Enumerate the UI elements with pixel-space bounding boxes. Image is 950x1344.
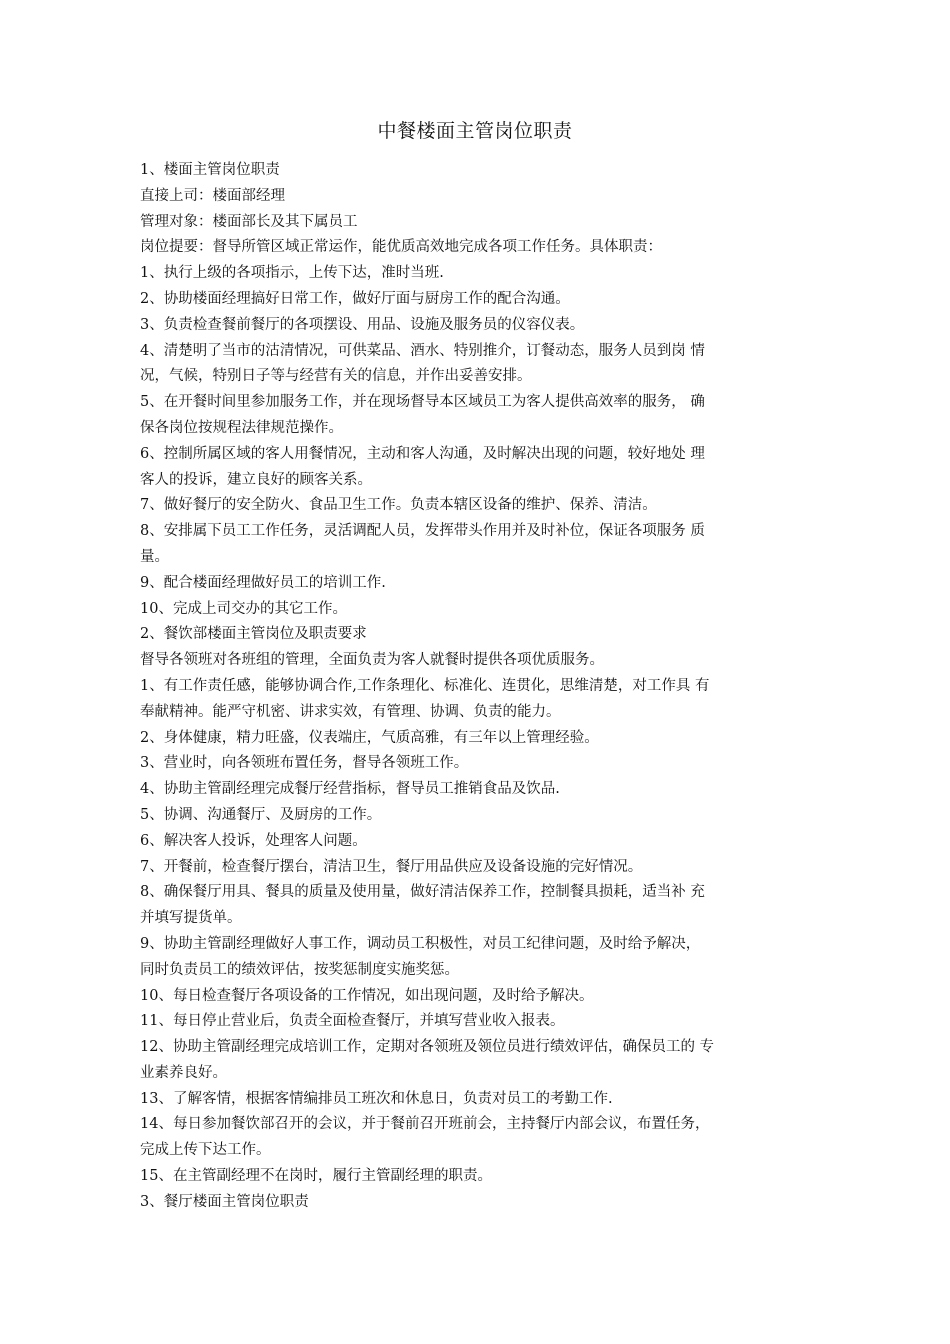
document-line: 15、在主管副经理不在岗时，履行主管副经理的职责。 (140, 1168, 492, 1185)
document-line: 14、每日参加餐饮部召开的会议，并于餐前召开班前会，主持餐厅内部会议，布置任务， (140, 1116, 710, 1133)
document-line: 2、身体健康，精力旺盛，仪表端庄，气质高雅，有三年以上管理经验。 (140, 729, 599, 746)
document-line: 同时负责员工的绩效评估，按奖惩制度实施奖惩。 (140, 961, 459, 978)
document-line: 9、协助主管副经理做好人事工作，调动员工积极性，对员工纪律问题，及时给予解决， (140, 935, 701, 952)
document-line: 7、开餐前，检查餐厅摆台，清洁卫生，餐厅用品供应及设备设施的完好情况。 (140, 858, 643, 875)
document-line: 11、每日停止营业后，负责全面检查餐厅，并填写营业收入报表。 (140, 1013, 565, 1030)
document-line: 岗位提要：督导所管区域正常运作，能优质高效地完成各项工作任务。具体职责： (140, 239, 662, 256)
document-line: 量。 (140, 548, 169, 565)
document-line: 2、餐饮部楼面主管岗位及职责要求 (140, 626, 367, 643)
document-title: 中餐楼面主管岗位职责 (377, 120, 573, 142)
document-line: 3、餐厅楼面主管岗位职责 (140, 1193, 309, 1210)
document-line: 5、协调、沟通餐厅、及厨房的工作。 (140, 806, 382, 823)
document-line: 4、清楚明了当市的沽清情况，可供菜品、酒水、特别推介，订餐动态，服务人员到岗 情 (140, 342, 705, 359)
document-line: 并填写提货单。 (140, 910, 242, 927)
document-line: 12、协助主管副经理完成培训工作，定期对各领班及领位员进行绩效评估，确保员工的 专 (140, 1039, 715, 1056)
document-line: 2、协助楼面经理搞好日常工作，做好厅面与厨房工作的配合沟通。 (140, 290, 570, 307)
document-line: 奉献精神。能严守机密、讲求实效，有管理、协调、负责的能力。 (140, 703, 561, 720)
document-line: 10、完成上司交办的其它工作。 (140, 600, 347, 617)
document-line: 直接上司：楼面部经理 (140, 187, 285, 204)
document-line: 6、控制所属区域的客人用餐情况，主动和客人沟通，及时解决出现的问题，较好地处 理 (140, 445, 705, 462)
document-line: 4、协助主管副经理完成餐厅经营指标，督导员工推销食品及饮品. (140, 781, 560, 798)
document-line: 5、在开餐时间里参加服务工作，并在现场督导本区域员工为客人提供高效率的服务， 确 (140, 394, 705, 411)
document-line: 6、解决客人投诉，处理客人问题。 (140, 832, 367, 849)
document-line: 1、执行上级的各项指示，上传下达，准时当班. (140, 265, 444, 282)
document-line: 管理对象：楼面部长及其下属员工 (140, 213, 358, 230)
document-line: 3、营业时，向各领班布置任务，督导各领班工作。 (140, 755, 469, 772)
document-line: 督导各领班对各班组的管理，全面负责为客人就餐时提供各项优质服务。 (140, 652, 604, 669)
document-line: 8、安排属下员工工作任务，灵活调配人员，发挥带头作用并及时补位，保证各项服务 质 (140, 523, 705, 540)
document-line: 完成上传下达工作。 (140, 1142, 271, 1159)
document-line: 8、确保餐厅用具、餐具的质量及使用量，做好清洁保养工作，控制餐具损耗，适当补 充 (140, 884, 705, 901)
document-line: 1、楼面主管岗位职责 (140, 162, 280, 178)
document-line: 业素养良好。 (140, 1064, 227, 1081)
document-body (140, 158, 820, 1216)
document-line: 9、配合楼面经理做好员工的培训工作. (140, 574, 386, 591)
document-line: 7、做好餐厅的安全防火、食品卫生工作。负责本辖区设备的维护、保养、清洁。 (140, 497, 657, 514)
document-line: 13、了解客情，根据客情编排员工班次和休息日，负责对员工的考勤工作. (140, 1090, 613, 1107)
document-line: 1、有工作责任感，能够协调合作,工作条理化、标准化、连贯化，思维清楚，对工作具 有 (140, 677, 710, 694)
document-line: 客人的投诉，建立良好的顾客关系。 (140, 471, 372, 488)
document-line: 3、负责检查餐前餐厅的各项摆设、用品、设施及服务员的仪容仪表。 (140, 316, 585, 333)
document-line: 保各岗位按规程法律规范操作。 (140, 419, 343, 436)
document-line: 10、每日检查餐厅各项设备的工作情况，如出现问题，及时给予解决。 (140, 987, 594, 1004)
document-line: 况，气候，特别日子等与经营有关的信息，并作出妥善安排。 (140, 368, 532, 385)
